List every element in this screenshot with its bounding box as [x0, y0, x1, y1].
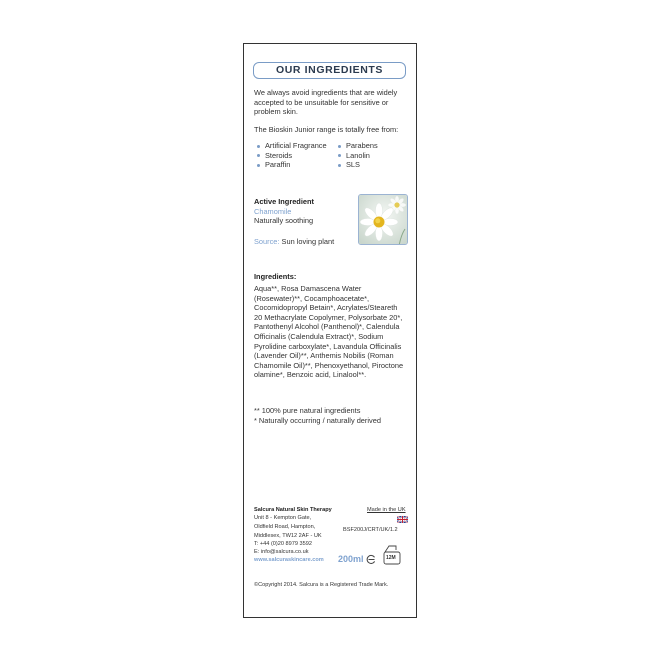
product-code: BSF200J/CRT/UK/1.2 — [343, 527, 398, 533]
company-address-1: Unit 8 - Kempton Gate, — [254, 515, 312, 521]
free-from-intro: The Bioskin Junior range is totally free from: — [254, 125, 399, 134]
chamomile-flower-icon — [359, 195, 408, 245]
pao-label: 12M — [386, 555, 396, 561]
ingredients-heading: Ingredients: — [254, 272, 297, 281]
ingredients-list: Aqua**, Rosa Damascena Water (Rosewater)**, Cocamphoacetate*, Cocomidopropyl Betain*, Acrylates/Steareth 20 Methacrylate Copolymer, Polysorbate 20*, Pantothenyl Alcohol (Panthenol)*, Calendula Officinalis (Calendula Extract)*, Sodium Pyrolidine carboxylate*, Lavandula Officinalis (Lavender Oil)**, Anthemis Nobilis (Roman Chamomile Oil)**, Phenoxyethanol, Piroctone olamine*, Benzoic acid, Linalool**. — [254, 284, 404, 380]
company-address-3: Middlesex, TW12 2AF - UK — [254, 533, 322, 539]
list-item: SLS — [335, 160, 378, 170]
made-in-label: Made in the UK — [367, 507, 406, 513]
free-from-list — [254, 141, 409, 170]
company-phone: T: +44 (0)20 8979 3592 — [254, 541, 313, 547]
copyright: ©Copyright 2014. Salcura is a Registered Trade Mark. — [254, 582, 389, 588]
list-item: Parabens — [335, 141, 378, 151]
active-ingredient-benefit: Naturally soothing — [254, 216, 314, 225]
free-from-column-1 — [254, 141, 335, 170]
intro-paragraph: We always avoid ingredients that are widely accepted to be unsuitable for sensitive or problem skin. — [254, 88, 398, 117]
uk-flag-icon — [397, 516, 408, 523]
list-item: Artificial Fragrance — [254, 141, 335, 151]
list-item: Steroids — [254, 151, 335, 161]
company-name: Salcura Natural Skin Therapy — [254, 507, 332, 513]
active-ingredient-name: Chamomile — [254, 207, 292, 216]
product-label — [243, 43, 417, 618]
source-label: Source: — [254, 237, 280, 246]
company-website[interactable]: www.salcuraskincare.com — [254, 557, 324, 563]
ingredients-note-natural: ** 100% pure natural ingredients — [254, 406, 361, 415]
company-email: E: info@salcura.co.uk — [254, 549, 309, 555]
page-title: OUR INGREDIENTS — [253, 62, 406, 79]
active-ingredient-source — [254, 237, 334, 247]
company-address-2: Oldfield Road, Hampton, — [254, 524, 316, 530]
chamomile-photo-icon — [358, 194, 408, 245]
free-from-column-2 — [335, 141, 378, 170]
estimated-sign-icon — [366, 554, 377, 565]
source-value: Sun loving plant — [279, 237, 335, 246]
active-ingredient-heading: Active Ingredient — [254, 197, 314, 206]
list-item: Paraffin — [254, 160, 335, 170]
ingredients-note-derived: * Naturally occurring / naturally derived — [254, 416, 381, 425]
product-volume: 200ml — [338, 554, 364, 564]
list-item: Lanolin — [335, 151, 378, 161]
